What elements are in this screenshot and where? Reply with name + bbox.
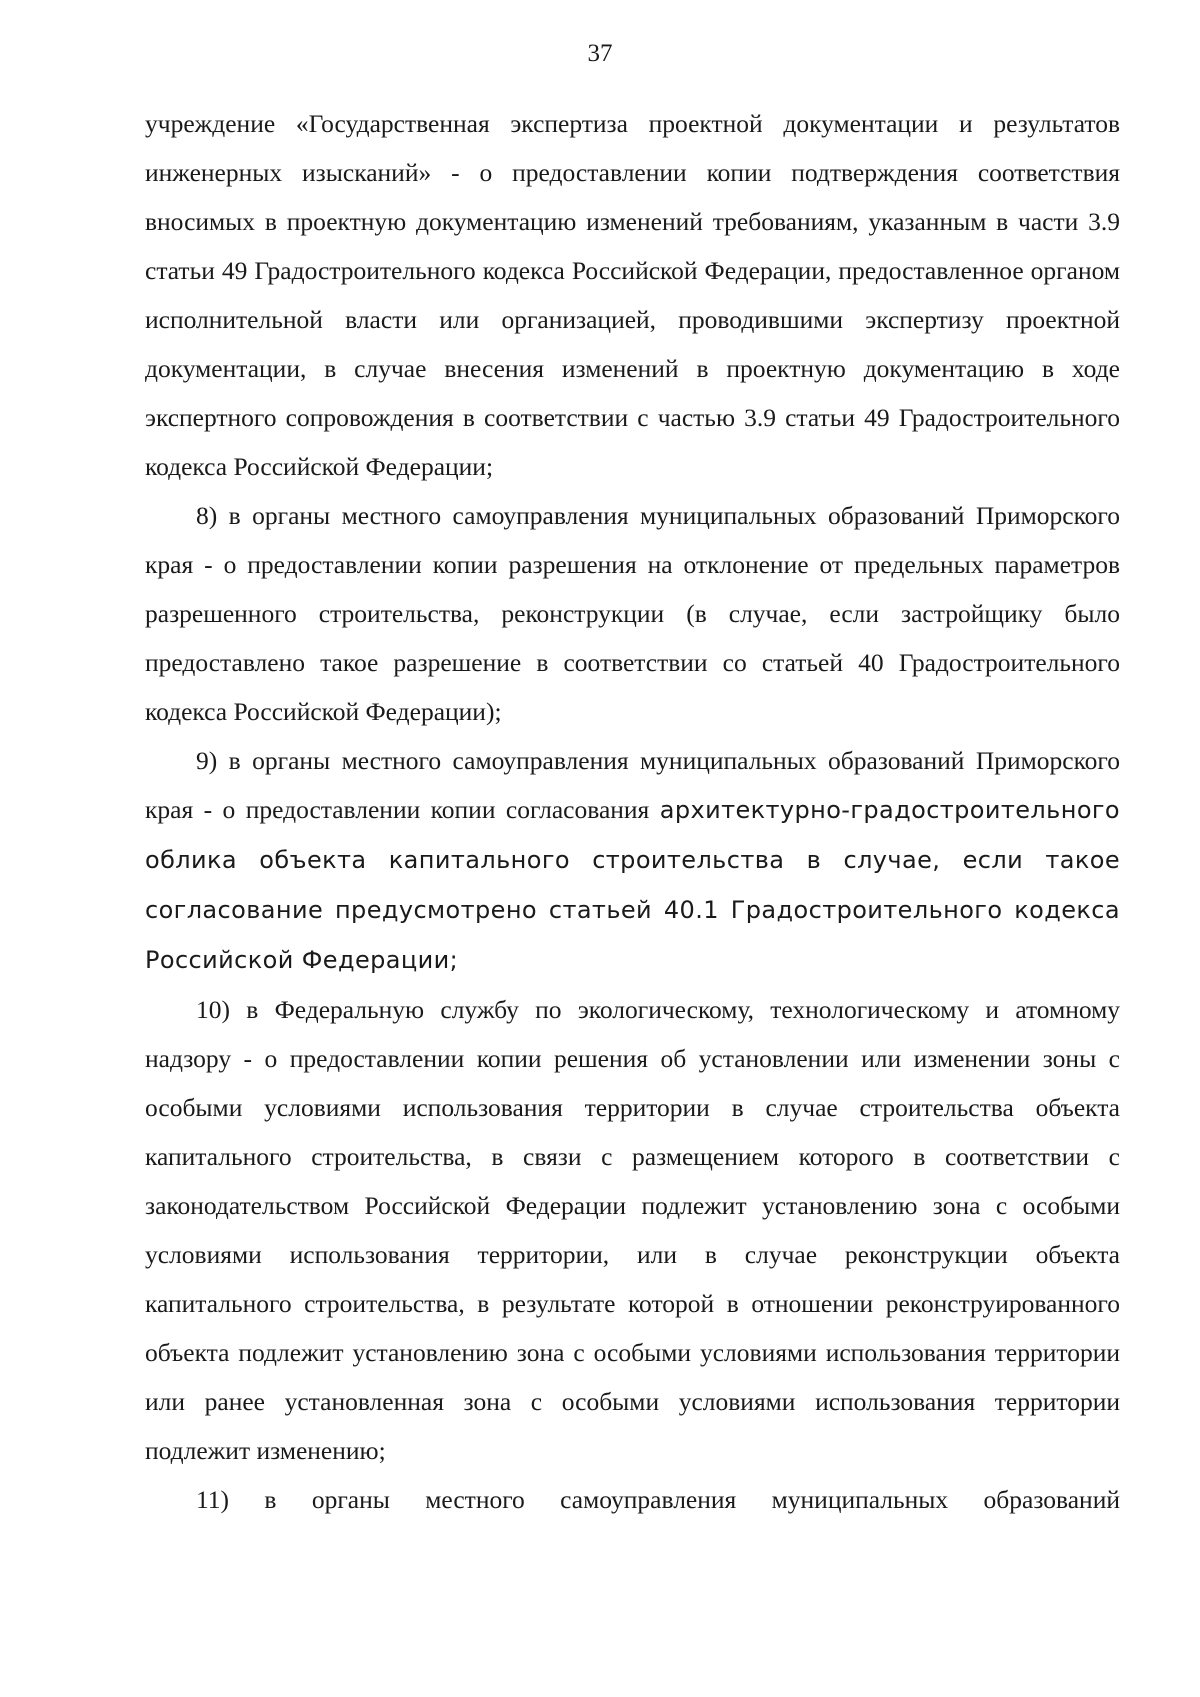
paragraph-continuation: учреждение «Государственная экспертиза проектной документации и результатов инженерных изысканий» - о предоставлении копии подтверждения соответствия вносимых в проектную документацию изменений требованиям, указанным в части 3.9 статьи 49 Градостроительного кодекса Российской Федерации, предоставленное органом исполнительной власти или организацией, проводившими экспертизу проектной документации, в случае внесения изменений в проектную документацию в ходе экспертного сопровождения в соответствии с частью 3.9 статьи 49 Градостроительного кодекса Российской Федерации;: [145, 109, 1120, 481]
list-item-10: [145, 985, 1120, 1475]
list-text-10: в Федеральную службу по экологическому, технологическому и атомному надзору - о предоставлении копии решения об установлении или изменении зоны с особыми условиями использования территории в случае строительства объекта капитального строительства, в связи с размещением которого в соответствии с законодательством Российской Федерации подлежит установлению зона с особыми условиями использования территории, или в случае реконструкции объекта капитального строительства, в результате которой в отношении реконструированного объекта подлежит установлению зона с особыми условиями использования территории или ранее установленная зона с особыми условиями использования территории подлежит изменению;: [145, 995, 1121, 1465]
list-item-11: [145, 1475, 1120, 1524]
list-item-9: [145, 736, 1120, 985]
list-number-11: 11): [196, 1485, 230, 1514]
list-number-10: 10): [196, 995, 230, 1024]
list-text-8: в органы местного самоуправления муниципальных образований Приморского края - о предоставлении копии разрешения на отклонение от предельных параметров разрешенного строительства, реконструкции (в случае, если застройщику было предоставлено такое разрешение в соответствии со статьей 40 Градостроительного кодекса Российской Федерации);: [145, 501, 1121, 726]
list-text-9-serif: в органы местного самоуправления муниципальных образований Приморского края - о предоставлении копии согласования: [145, 746, 1121, 824]
list-item-8: [145, 491, 1120, 736]
list-text-11: в органы местного самоуправления муниципальных образований: [264, 1485, 1120, 1514]
document-body: [145, 99, 1120, 1524]
page-number: 37: [587, 40, 613, 67]
list-number-9: 9): [196, 746, 218, 775]
list-number-8: 8): [196, 501, 218, 530]
list-text-9-sans: архитектурно-градостроительного облика объекта капитального строительства в случае, если такое согласование предусмотрено статьей 40.1 Градостроительного кодекса Российской Федерации;: [145, 796, 1120, 974]
